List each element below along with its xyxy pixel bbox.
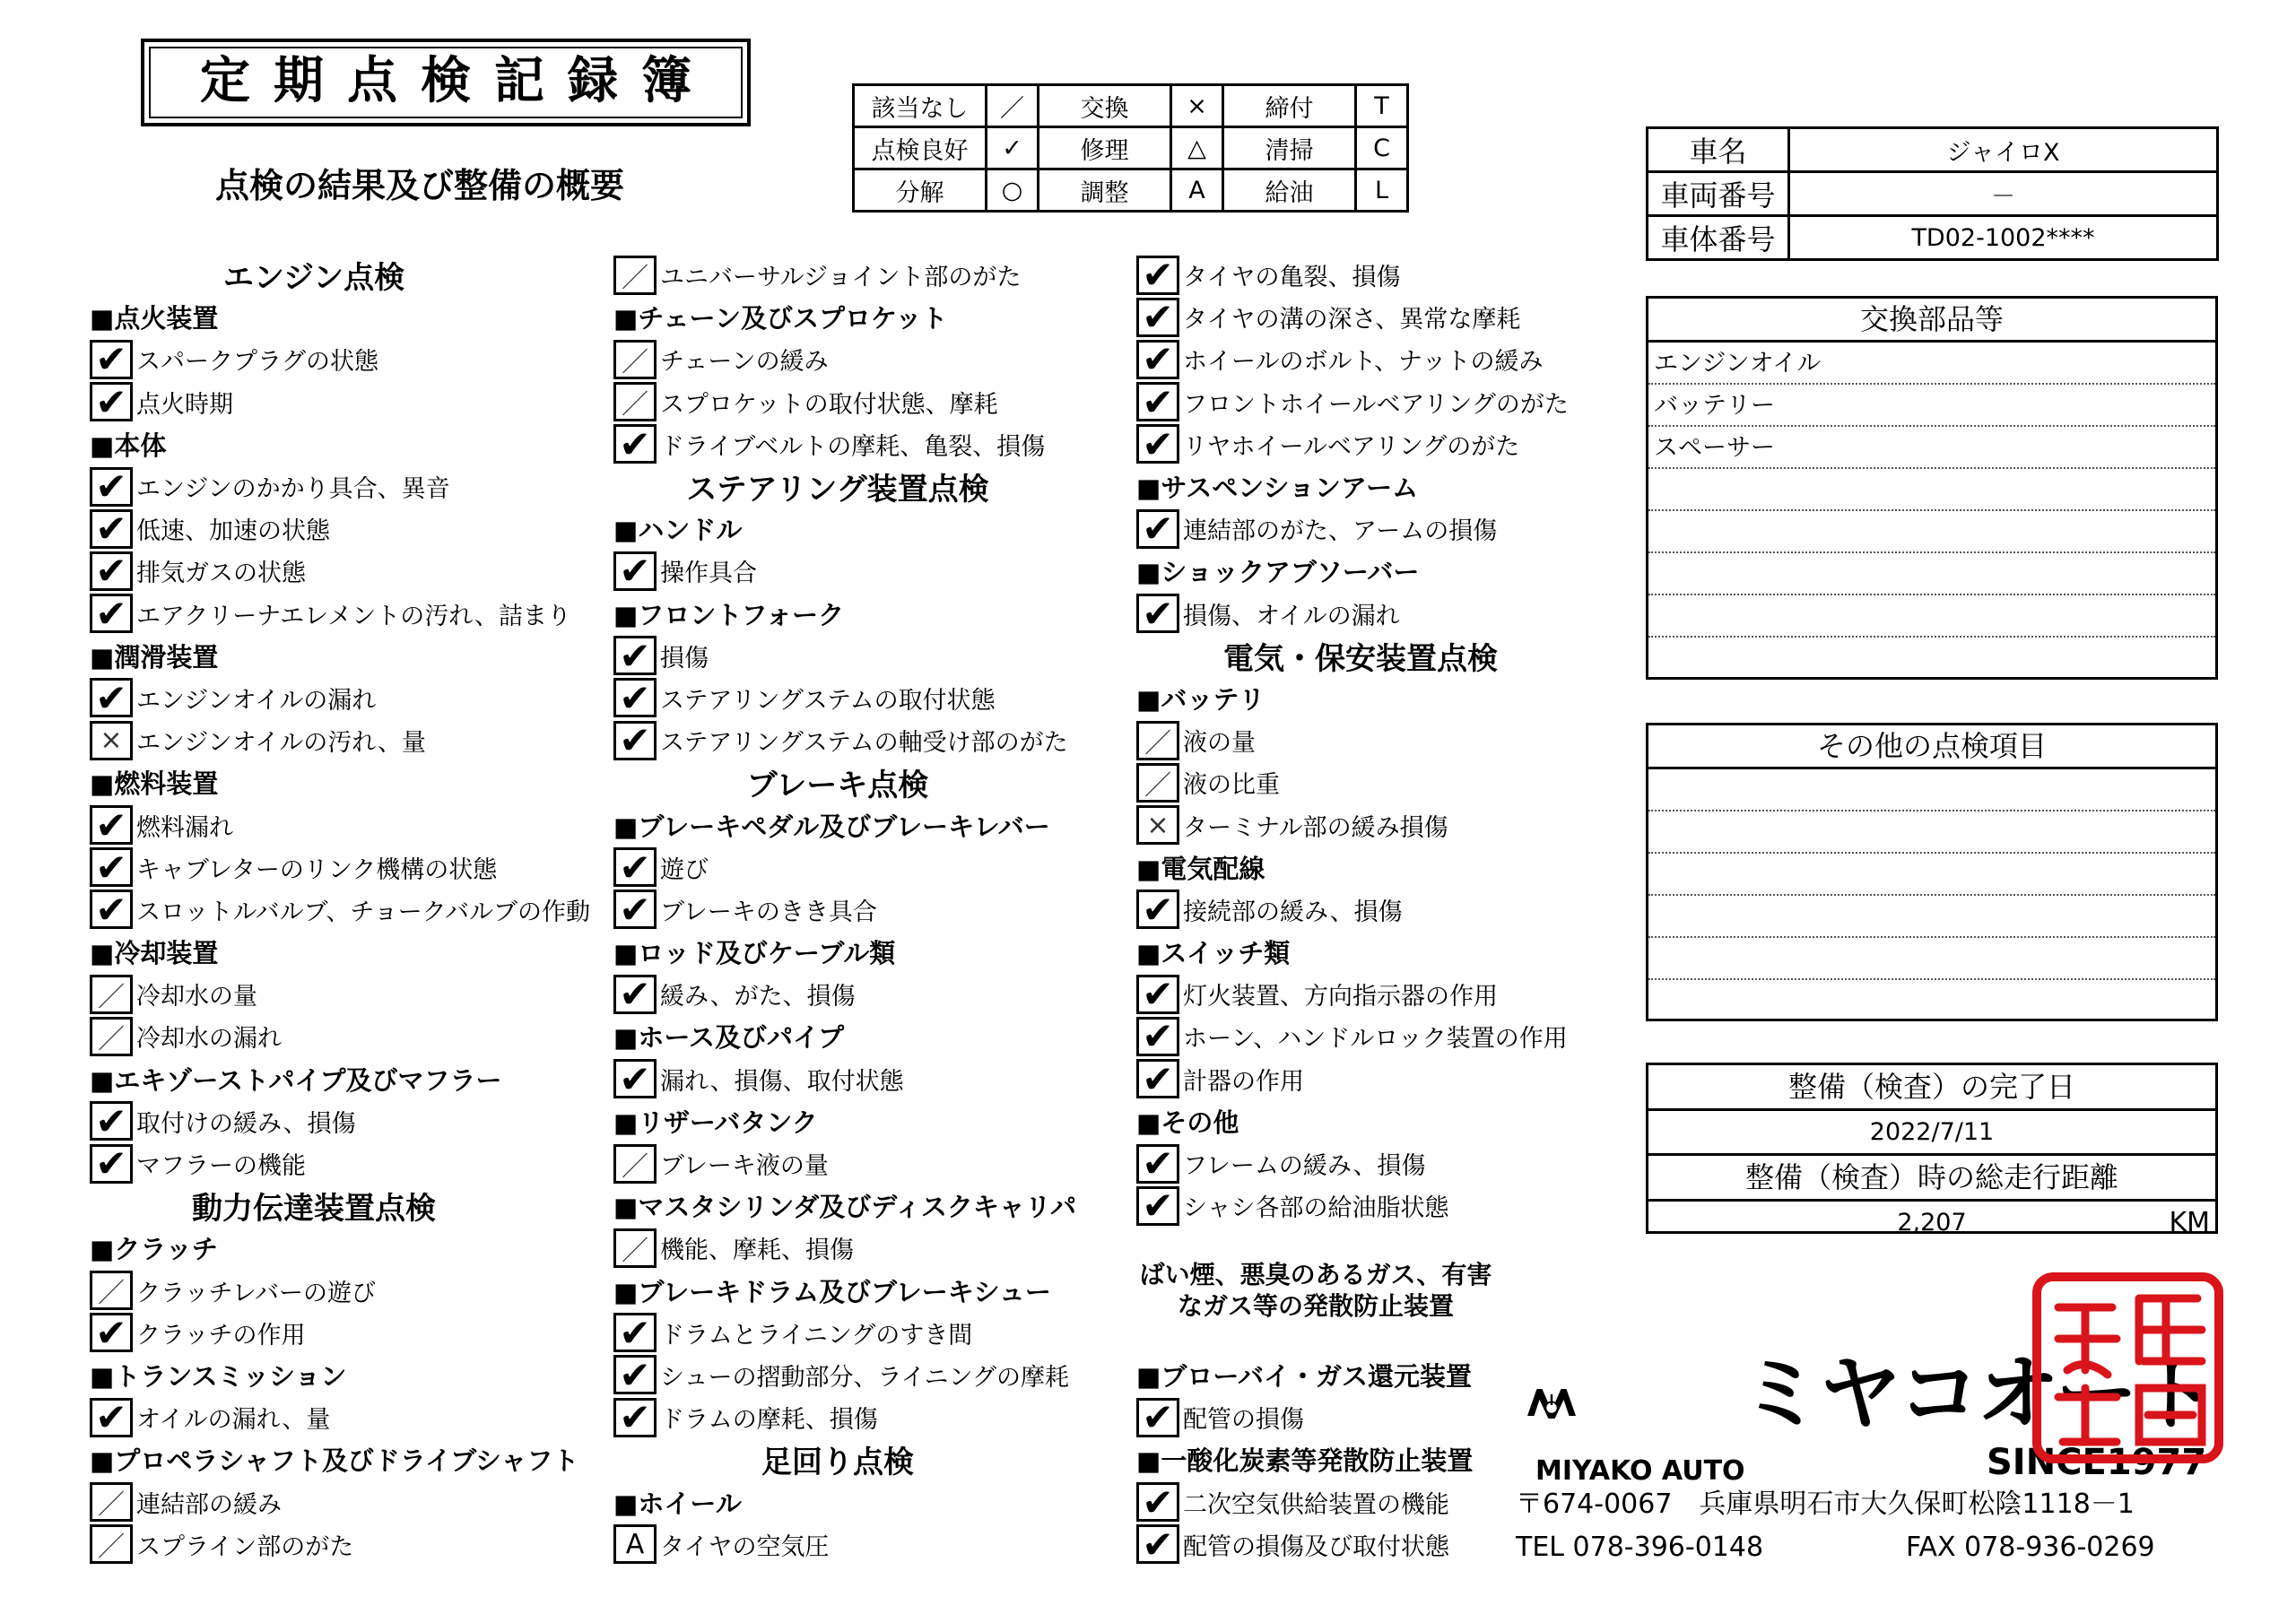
other-row (1648, 938, 2215, 980)
checklist-item (613, 846, 1152, 889)
checklist-item-label: 連結部の緩み (136, 1490, 282, 1519)
check-mark-none-icon: ／ (613, 382, 657, 421)
checklist-item-label: クラッチの作用 (136, 1321, 306, 1350)
checklist-item-label: 二次空気供給装置の機能 (1183, 1490, 1449, 1519)
category-heading: ■点火装置 (90, 303, 219, 334)
checklist-item (1136, 1185, 1674, 1227)
shop-logo-icon (1525, 1350, 1713, 1466)
checklist-item (90, 846, 628, 889)
legend-symbol: T (1356, 85, 1408, 127)
parts-row (1648, 553, 2215, 595)
legend-symbol: ／ (987, 85, 1039, 127)
check-mark-none-icon: ／ (613, 340, 657, 379)
check-mark-good-icon: ✔ (90, 551, 133, 591)
checklist-item (90, 1523, 628, 1566)
checklist-item-label: ドラムの摩耗、損傷 (660, 1406, 878, 1435)
legend-row (854, 85, 1408, 127)
section-heading: 動力伝達装置点検 (192, 1191, 436, 1228)
checklist-item (1136, 719, 1674, 761)
shop-address: 〒674-0067 兵庫県明石市大久保町松陰1118－1 (1516, 1488, 2135, 1520)
legend-label: 修理 (1039, 127, 1171, 169)
checklist-item-label: 取付けの緩み、損傷 (136, 1109, 356, 1138)
checklist-item-label: タイヤの空気圧 (660, 1532, 830, 1561)
checklist-item-label: シャシ各部の給油脂状態 (1183, 1194, 1449, 1223)
legend-symbol: L (1356, 169, 1408, 212)
checklist-item-label: シューの摺動部分、ライニングの摩耗 (660, 1363, 1070, 1392)
check-mark-good-icon: ✔ (90, 1313, 133, 1352)
category-heading: ■マスタシリンダ及びディスクキャリパ (613, 1192, 1077, 1223)
legend-table (852, 83, 1409, 213)
check-mark-good-icon: ✔ (90, 594, 133, 633)
check-mark-good-icon: ✔ (1136, 509, 1179, 549)
checklist-item (613, 423, 1152, 465)
checklist-item-label: 低速、加速の状態 (136, 517, 330, 546)
checklist-item (90, 381, 628, 423)
check-mark-good-icon: ✔ (90, 340, 133, 379)
vehicle-key: 車名 (1648, 128, 1789, 172)
company-seal-icon (2031, 1271, 2224, 1464)
checklist-item-label: スロットルバルブ、チョークバルブの作動 (136, 898, 590, 926)
legend-label: 交換 (1039, 85, 1171, 127)
checklist-item-label: フロントホイールベアリングのがた (1183, 390, 1569, 419)
checklist-item (1136, 254, 1674, 296)
completion-date: 2022/7/11 (1648, 1111, 2215, 1156)
check-mark-good-icon: ✔ (90, 805, 133, 845)
other-inspection-title: その他の点検項目 (1648, 725, 2215, 769)
completion-box (1646, 1063, 2218, 1238)
distance-unit: KM (2169, 1207, 2210, 1238)
check-mark-good-icon: ✔ (613, 1355, 657, 1394)
checklist-item-label: チェーンの緩み (660, 348, 829, 377)
section-heading: ステアリング装置点検 (686, 472, 989, 508)
checklist-item (90, 338, 628, 380)
check-mark-none-icon: ／ (1136, 763, 1179, 803)
checklist-item-label: エンジンのかかり具合、異音 (136, 475, 450, 504)
checklist-item (1136, 1142, 1674, 1185)
check-mark-good-icon: ✔ (1136, 424, 1179, 464)
checklist-item-label: ユニバーサルジョイント部のがた (660, 264, 1022, 292)
checklist-item (1136, 889, 1674, 931)
category-heading: ■バッテリ (1136, 683, 1265, 715)
checklist-column-1 (90, 254, 628, 1566)
check-mark-good-icon: ✔ (1136, 256, 1179, 295)
check-mark-none-icon: ／ (90, 975, 133, 1014)
checklist-item (1136, 1015, 1674, 1057)
check-mark-good-icon: ✔ (90, 509, 133, 549)
checklist-item (613, 338, 1152, 380)
checklist-item-label: 連結部のがた、アームの損傷 (1183, 517, 1498, 546)
vehicle-key: 車両番号 (1648, 172, 1789, 216)
checklist-item-label: 配管の損傷及び取付状態 (1183, 1532, 1449, 1561)
shop-name-en: MIYAKO AUTO (1535, 1455, 1745, 1487)
checklist-item-label: ドライブベルトの摩耗、亀裂、損傷 (660, 432, 1046, 461)
checklist-item (613, 973, 1152, 1015)
checklist-item-label: 緩み、がた、損傷 (660, 983, 856, 1011)
checklist-item (90, 1480, 628, 1523)
category-heading: ■クラッチ (90, 1234, 218, 1265)
checklist-item (90, 889, 628, 931)
checklist-item (1136, 761, 1674, 803)
category-heading: ■ホース及びパイプ (613, 1022, 845, 1054)
checklist-item-label: ホイールのボルト、ナットの緩み (1183, 348, 1544, 377)
category-heading: ■ブローバイ・ガス還元装置 (1136, 1361, 1472, 1392)
check-mark-good-icon: ✔ (613, 424, 657, 464)
checklist-column-2 (613, 254, 1152, 1566)
check-mark-good-icon: ✔ (613, 1059, 657, 1098)
check-mark-good-icon: ✔ (1136, 890, 1179, 929)
vehicle-info-table (1646, 126, 2219, 261)
checklist-item-label: エンジンオイルの漏れ (136, 686, 377, 715)
checklist-item (613, 719, 1152, 761)
check-mark-good-icon: ✔ (1136, 1186, 1179, 1226)
total-distance-value: 2,207 (1897, 1209, 1967, 1237)
other-inspection-box (1646, 723, 2218, 1021)
checklist-item (613, 1058, 1152, 1100)
category-heading: ■チェーン及びスプロケット (613, 303, 948, 334)
check-mark-good-icon: ✔ (613, 721, 657, 760)
legend-label: 清掃 (1223, 127, 1356, 169)
checklist-item-label: 点火時期 (136, 390, 233, 419)
check-mark-good-icon: ✔ (1136, 1482, 1179, 1522)
checklist-item (90, 550, 628, 592)
legend-label: 締付 (1223, 85, 1356, 127)
check-mark-none-icon: ／ (1136, 721, 1179, 760)
category-heading: ■プロペラシャフト及びドライブシャフト (90, 1445, 579, 1477)
legend-row (854, 169, 1408, 212)
checklist-item (1136, 381, 1674, 423)
checklist-item (613, 677, 1152, 719)
parts-row (1648, 469, 2215, 511)
check-mark-exchange-icon: × (1136, 805, 1179, 845)
check-mark-good-icon: ✔ (1136, 1398, 1179, 1437)
checklist-item-label: 損傷、オイルの漏れ (1183, 602, 1400, 630)
check-mark-good-icon: ✔ (1136, 340, 1179, 379)
checklist-item (1136, 296, 1674, 338)
checklist-item-label: ブレーキ液の量 (660, 1152, 829, 1181)
checklist-item-label: キャブレターのリンク機構の状態 (136, 855, 498, 884)
checklist-item-label: リヤホイールベアリングのがた (1183, 432, 1520, 461)
checklist-item-label: 灯火装置、方向指示器の作用 (1183, 983, 1498, 1011)
checklist-item (613, 1142, 1152, 1185)
check-mark-good-icon: ✔ (90, 1101, 133, 1141)
check-mark-good-icon: ✔ (1136, 1059, 1179, 1098)
checklist-item-label: ドラムとライニングのすき間 (660, 1321, 973, 1350)
total-distance-label: 整備（検査）時の総走行距離 (1648, 1156, 2215, 1202)
legend-label: 点検良好 (854, 127, 987, 169)
checklist-item-label: 接続部の緩み、損傷 (1183, 898, 1403, 926)
check-mark-good-icon: ✔ (613, 975, 657, 1014)
check-mark-none-icon: ／ (613, 1144, 657, 1184)
parts-row: スペーサー (1648, 427, 2215, 469)
shop-name: ミヤコオート (1740, 1346, 2214, 1442)
category-heading: ■サスペンションアーム (1136, 473, 1419, 504)
parts-row: バッテリー (1648, 385, 2215, 427)
checklist-item (613, 1523, 1152, 1566)
check-mark-good-icon: ✔ (1136, 382, 1179, 421)
checklist-item (1136, 973, 1674, 1015)
legend-symbol: ✓ (987, 127, 1039, 169)
check-mark-good-icon: ✔ (613, 551, 657, 591)
check-mark-good-icon: ✔ (90, 890, 133, 929)
checklist-item (1136, 593, 1674, 635)
checklist-item (90, 1396, 628, 1438)
check-mark-good-icon: ✔ (613, 1313, 657, 1352)
checklist-item-label: スプライン部のがた (136, 1532, 354, 1561)
section-heading: エンジン点検 (222, 260, 405, 297)
checklist-item (613, 889, 1152, 931)
legend-symbol: × (1171, 85, 1223, 127)
checklist-item (90, 1142, 628, 1185)
category-heading: ■ショックアブソーバー (1136, 557, 1420, 588)
category-heading: ■スイッチ類 (1136, 938, 1291, 969)
checklist-item (90, 719, 628, 761)
check-mark-adjust-icon: A (613, 1524, 657, 1564)
check-mark-good-icon: ✔ (613, 678, 657, 717)
check-mark-good-icon: ✔ (90, 382, 133, 421)
checklist-item-label: 機能、摩耗、損傷 (660, 1237, 854, 1265)
checklist-item (90, 1312, 628, 1354)
checklist-item (613, 550, 1152, 592)
section-heading: 電気・保安装置点検 (1223, 640, 1498, 677)
legend-row (854, 127, 1408, 169)
category-heading: ■本体 (90, 430, 167, 461)
check-mark-good-icon: ✔ (1136, 975, 1179, 1014)
shop-since: SINCE1977 (1987, 1442, 2207, 1483)
checklist-item-label: 冷却水の量 (136, 983, 257, 1011)
checklist-item-label: クラッチレバーの遊び (136, 1279, 377, 1307)
vehicle-key: 車体番号 (1648, 216, 1789, 260)
legend-symbol: A (1171, 169, 1223, 212)
checklist-item-label: オイルの漏れ、量 (136, 1406, 331, 1435)
title-box (141, 39, 751, 126)
checklist-item-label: ステアリングステムの軸受け部のがた (660, 729, 1068, 758)
checklist-item-label: ステアリングステムの取付状態 (660, 686, 996, 715)
check-mark-none-icon: ／ (90, 1524, 133, 1564)
checklist-item (90, 1270, 628, 1312)
other-row (1648, 812, 2215, 854)
total-distance (1648, 1202, 2215, 1244)
parts-row (1648, 511, 2215, 553)
checklist-item-label: 計器の作用 (1183, 1067, 1304, 1096)
checklist-item (90, 1100, 628, 1142)
category-heading: ■ハンドル (613, 515, 743, 546)
vehicle-row (1648, 172, 2218, 216)
check-mark-exchange-icon: × (90, 721, 133, 760)
check-mark-good-icon: ✔ (1136, 1524, 1179, 1564)
checklist-item (90, 593, 628, 635)
checklist-item (613, 1227, 1152, 1269)
completion-date-label: 整備（検査）の完了日 (1648, 1065, 2215, 1111)
checklist-item-label: 冷却水の漏れ (136, 1025, 282, 1054)
legend-label: 給油 (1223, 169, 1356, 212)
legend-label: 調整 (1039, 169, 1171, 212)
vehicle-row (1648, 128, 2218, 172)
checklist-item (90, 803, 628, 846)
category-heading: ■冷却装置 (90, 938, 219, 969)
category-heading: ■燃料装置 (90, 768, 219, 800)
check-mark-none-icon: ／ (613, 1228, 657, 1268)
category-heading: ■一酸化炭素等発散防止装置 (1136, 1445, 1474, 1477)
checklist-item-label: 漏れ、損傷、取付状態 (660, 1067, 904, 1096)
other-row (1648, 769, 2215, 812)
checklist-item (1136, 423, 1674, 465)
checklist-item-label: 液の量 (1183, 729, 1256, 758)
checklist-item-label: 液の比重 (1183, 771, 1280, 800)
checklist-item-label: 配管の損傷 (1183, 1406, 1304, 1435)
other-row (1648, 854, 2215, 896)
checklist-item (90, 508, 628, 550)
checklist-item-label: フレームの緩み、損傷 (1183, 1152, 1426, 1181)
checklist-item (90, 465, 628, 508)
check-mark-good-icon: ✔ (1136, 1144, 1179, 1184)
replaced-parts-box (1646, 296, 2218, 680)
other-row (1648, 980, 2215, 1022)
vehicle-value: ジャイロX (1789, 128, 2218, 172)
category-heading: ■リザーバタンク (613, 1107, 818, 1138)
checklist-item-label: ターミナル部の緩み損傷 (1183, 813, 1448, 842)
checklist-item (1136, 1058, 1674, 1100)
vehicle-value: TD02-1002**** (1789, 216, 2218, 260)
check-mark-good-icon: ✔ (613, 890, 657, 929)
category-heading: ■電気配線 (1136, 853, 1265, 884)
category-heading: ■その他 (1136, 1107, 1239, 1138)
checklist-item (613, 254, 1152, 296)
replaced-parts-title: 交換部品等 (1648, 299, 2215, 343)
check-mark-good-icon: ✔ (1136, 298, 1179, 337)
other-row (1648, 896, 2215, 938)
check-mark-good-icon: ✔ (613, 847, 657, 887)
checklist-item (613, 1354, 1152, 1396)
checklist-item-label: エンジンオイルの汚れ、量 (136, 729, 426, 758)
category-heading: ■ロッド及びケーブル類 (613, 938, 896, 969)
checklist-item-label: エアクリーナエレメントの汚れ、詰まり (136, 602, 571, 630)
checklist-item-label: 操作具合 (660, 560, 757, 588)
legend-symbol: ○ (987, 169, 1039, 212)
check-mark-good-icon: ✔ (90, 1398, 133, 1437)
page-title: 定期点検記録簿 (200, 52, 715, 110)
check-mark-none-icon: ／ (613, 256, 657, 295)
category-heading: ■ブレーキペダル及びブレーキレバー (613, 811, 1050, 842)
check-mark-good-icon: ✔ (90, 467, 133, 507)
category-heading: ■フロントフォーク (613, 599, 845, 630)
parts-row: エンジンオイル (1648, 343, 2215, 385)
shop-fax: FAX 078-936-0269 (1906, 1532, 2155, 1563)
check-mark-good-icon: ✔ (613, 636, 657, 675)
shop-tel: TEL 078-396-0148 (1516, 1532, 1764, 1563)
parts-row (1648, 595, 2215, 638)
checklist-item (90, 973, 628, 1015)
checklist-item (90, 677, 628, 719)
legend-label: 分解 (854, 169, 987, 212)
checklist-item (1136, 803, 1674, 846)
checklist-item-label: マフラーの機能 (136, 1152, 306, 1181)
check-mark-none-icon: ／ (90, 1482, 133, 1522)
legend-symbol: △ (1171, 127, 1223, 169)
legend-label: 該当なし (854, 85, 987, 127)
section-heading: ブレーキ点検 (746, 768, 929, 804)
checklist-item-label: スプロケットの取付状態、摩耗 (660, 390, 998, 419)
legend-symbol: C (1356, 127, 1408, 169)
check-mark-good-icon: ✔ (90, 847, 133, 887)
checklist-item (613, 1396, 1152, 1438)
check-mark-good-icon: ✔ (613, 1398, 657, 1437)
checklist-item-label: 遊び (660, 855, 709, 884)
page-subtitle: 点検の結果及び整備の概要 (215, 166, 625, 205)
section-heading: 足回り点検 (761, 1445, 914, 1481)
category-heading: ■エキゾーストパイプ及びマフラー (90, 1064, 502, 1096)
checklist-item-label: 燃料漏れ (136, 813, 233, 842)
check-mark-good-icon: ✔ (1136, 594, 1179, 633)
checklist-item (613, 1312, 1152, 1354)
checklist-item-label: スパークプラグの状態 (136, 348, 378, 377)
checklist-item-label: タイヤの亀裂、損傷 (1183, 264, 1401, 292)
checklist-item (613, 381, 1152, 423)
checklist-item-label: ブレーキのきき具合 (660, 898, 877, 926)
checklist-item (1136, 338, 1674, 380)
checklist-item-label: 排気ガスの状態 (136, 560, 306, 588)
category-heading: ■潤滑装置 (90, 641, 219, 673)
check-mark-none-icon: ／ (90, 1017, 133, 1056)
checklist-item-label: 損傷 (660, 644, 709, 673)
checklist-item (1136, 508, 1674, 550)
checklist-item-label: ホーン、ハンドルロック装置の作用 (1183, 1025, 1568, 1054)
check-mark-good-icon: ✔ (90, 1144, 133, 1184)
checklist-item-label: タイヤの溝の深さ、異常な摩耗 (1183, 306, 1521, 334)
check-mark-good-icon: ✔ (1136, 1017, 1179, 1056)
checklist-item (90, 1015, 628, 1057)
check-mark-good-icon: ✔ (90, 678, 133, 717)
category-heading: ■トランスミッション (90, 1360, 347, 1392)
checklist-item (613, 635, 1152, 677)
check-mark-none-icon: ／ (90, 1271, 133, 1310)
vehicle-value: － (1789, 172, 2218, 216)
category-heading: ■ホイール (613, 1488, 742, 1519)
category-heading: ■ブレーキドラム及びブレーキシュー (613, 1276, 1051, 1307)
vehicle-row (1648, 216, 2218, 260)
section-heading: ばい煙、悪臭のあるガス、有害なガス等の発散防止装置 (1139, 1260, 1492, 1322)
parts-row (1648, 638, 2215, 680)
